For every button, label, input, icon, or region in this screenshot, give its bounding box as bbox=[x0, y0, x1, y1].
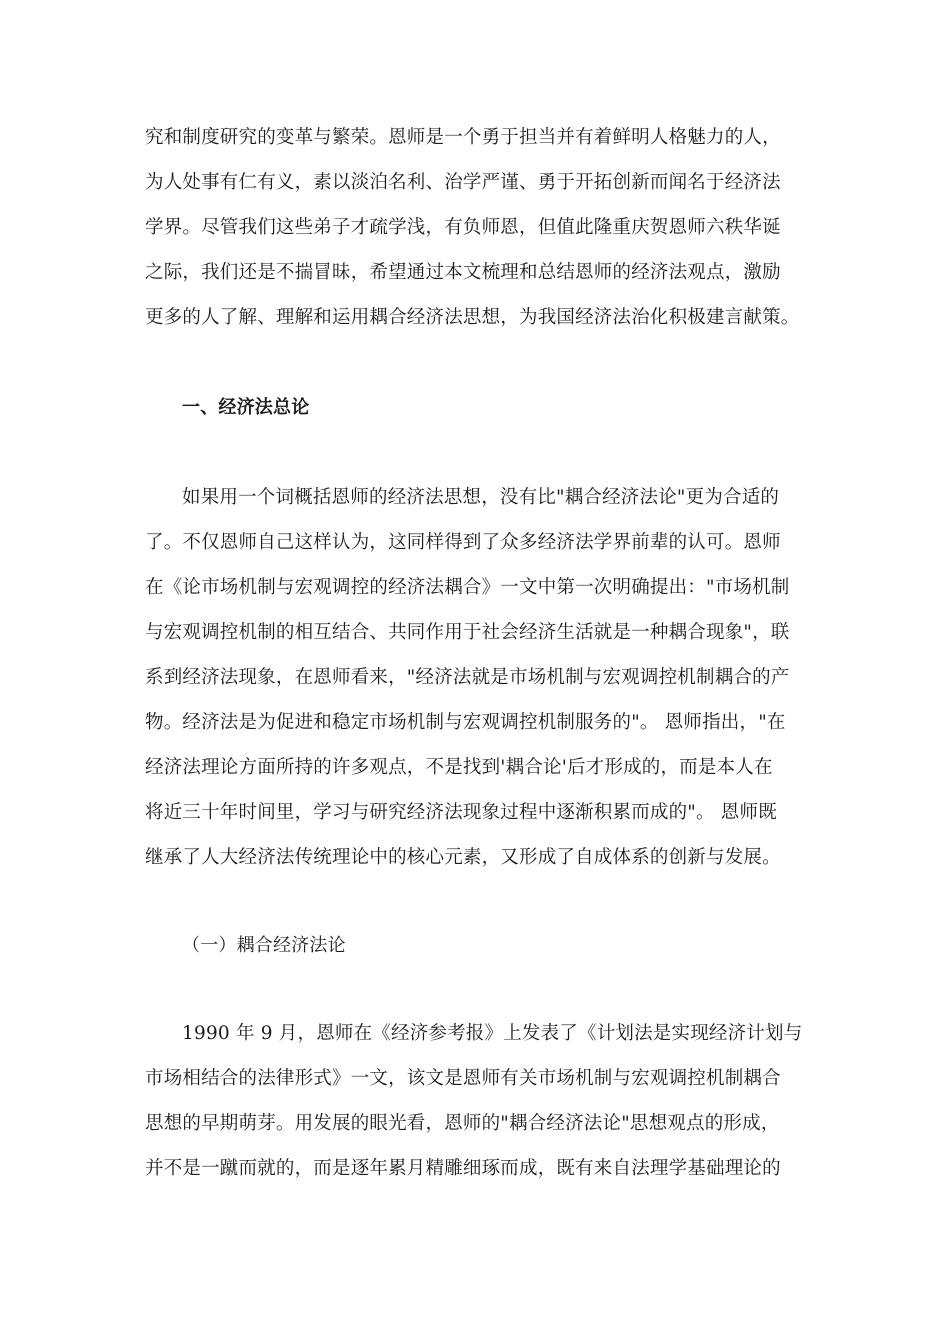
body-text-line: 并不是一蹴而就的，而是逐年累月精雕细琢而成，既有来自法理学基础理论的 bbox=[145, 1158, 781, 1179]
body-text-line: 将近三十年时间里，学习与研究经济法现象过程中逐渐积累而成的"。 恩师既 bbox=[145, 802, 777, 823]
body-text-line: 在《论市场机制与宏观调控的经济法耦合》一文中第一次明确提出："市场机制 bbox=[145, 577, 790, 598]
body-text-line: 市场相结合的法律形式》一文，该文是恩师有关市场机制与宏观调控机制耦合 bbox=[145, 1068, 781, 1089]
body-text-line: 学界。尽管我们这些弟子才疏学浅，有负师恩，但值此隆重庆贺恩师六秩华诞 bbox=[145, 217, 781, 238]
body-text-line: 更多的人了解、理解和运用耦合经济法思想，为我国经济法治化积极建言献策。 bbox=[145, 307, 800, 328]
subsection-heading: （一）耦合经济法论 bbox=[182, 935, 346, 956]
body-text-line: 继承了人大经济法传统理论中的核心元素，又形成了自成体系的创新与发展。 bbox=[145, 847, 781, 868]
body-text-line: 之际，我们还是不揣冒昧，希望通过本文梳理和总结恩师的经济法观点，激励 bbox=[145, 262, 781, 283]
body-text-line: 系到经济法现象，在恩师看来，"经济法就是市场机制与宏观调控机制耦合的产 bbox=[145, 667, 790, 688]
body-text-line: 1990 年 9 月，恩师在《经济参考报》上发表了《计划法是实现经济计划与 bbox=[182, 1023, 803, 1044]
body-text-line: 如果用一个词概括恩师的经济法思想，没有比"耦合经济法论"更为合适的 bbox=[182, 487, 780, 508]
body-text-line: 物。经济法是为促进和稳定市场机制与宏观调控机制服务的"。 恩师指出，"在 bbox=[145, 712, 786, 733]
body-text-line: 为人处事有仁有义，素以淡泊名利、治学严谨、勇于开拓创新而闻名于经济法 bbox=[145, 172, 781, 193]
body-text-line: 思想的早期萌芽。用发展的眼光看，恩师的"耦合经济法论"思想观点的形成， bbox=[145, 1113, 780, 1134]
body-text-line: 究和制度研究的变革与繁荣。恩师是一个勇于担当并有着鲜明人格魅力的人， bbox=[145, 127, 781, 148]
body-text-line: 了。不仅恩师自己这样认为，这同样得到了众多经济法学界前辈的认可。恩师 bbox=[145, 532, 781, 553]
body-text-line: 经济法理论方面所持的许多观点，不是找到'耦合论'后才形成的，而是本人在 bbox=[145, 757, 773, 778]
body-text-line: 与宏观调控机制的相互结合、共同作用于社会经济生活就是一种耦合现象"，联 bbox=[145, 622, 790, 643]
section-heading: 一、经济法总论 bbox=[182, 397, 310, 418]
